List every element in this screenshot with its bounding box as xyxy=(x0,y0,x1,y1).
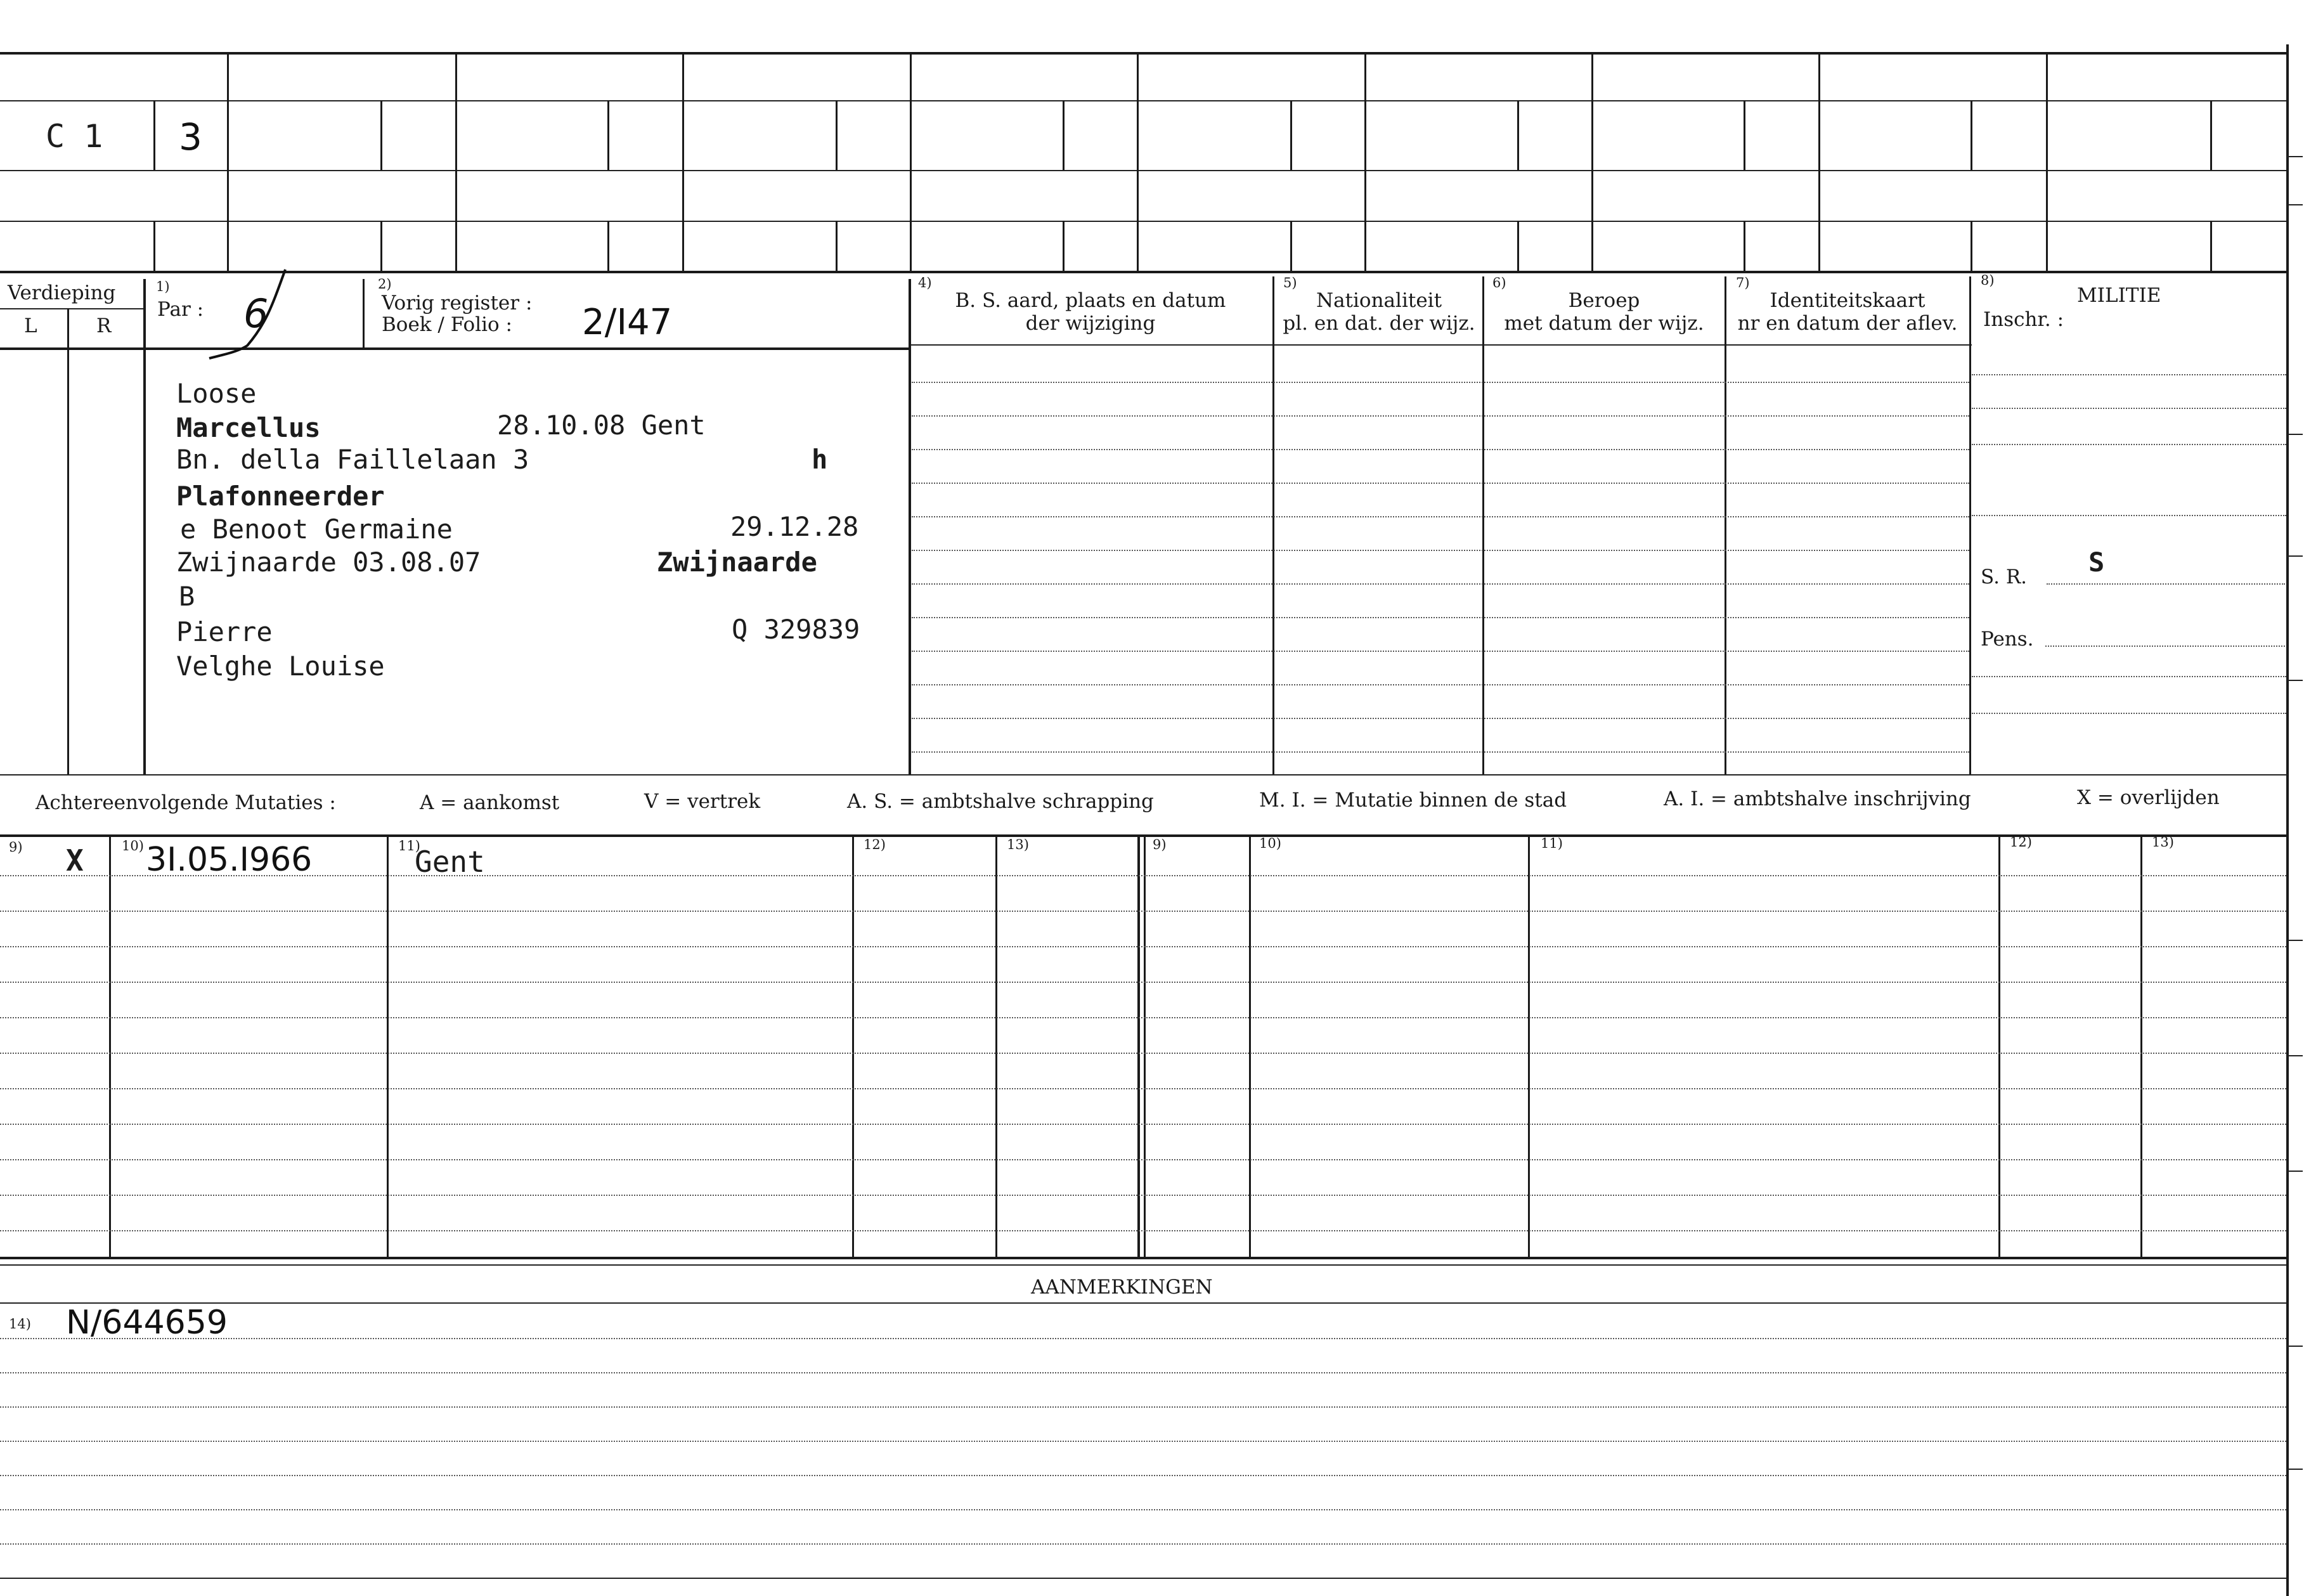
col-verdieping-right xyxy=(143,279,146,774)
grid-subcol xyxy=(607,221,609,271)
grid-row-line xyxy=(0,221,2288,222)
ruled-line xyxy=(0,1124,2286,1125)
col-par-right xyxy=(363,279,365,347)
nat-label-1: Nationaliteit xyxy=(1316,289,1442,312)
col-divider xyxy=(852,836,854,1257)
ruled-line xyxy=(0,946,2286,947)
col-13-num: 13) xyxy=(1007,837,1029,852)
vorig-label-2: Boek / Folio : xyxy=(382,313,512,336)
person-birth: 28.10.08 Gent xyxy=(497,410,706,441)
ruled-line xyxy=(912,684,1969,685)
ruled-line xyxy=(0,875,2286,876)
col-divider xyxy=(995,836,997,1257)
col-10b-num: 10) xyxy=(1259,836,1281,851)
person-marriage-date: 29.12.28 xyxy=(730,511,859,542)
person-spouse-birth: Zwijnaarde 03.08.07 xyxy=(176,547,481,578)
militie-pens-label: Pens. xyxy=(1981,628,2034,651)
tick xyxy=(2288,555,2303,557)
ruled-line xyxy=(912,516,1969,517)
ruled-line xyxy=(0,982,2286,983)
grid-subcol xyxy=(836,100,838,170)
col-9-num: 9) xyxy=(9,840,23,855)
col-divider xyxy=(387,836,389,1257)
person-mother: Velghe Louise xyxy=(176,651,385,682)
mutatie-date: 3I.05.I966 xyxy=(146,841,313,879)
person-number: Q 329839 xyxy=(732,614,860,645)
person-address: Bn. della Faillelaan 3 xyxy=(176,444,529,475)
militie-line xyxy=(1972,515,2286,516)
ruled-line xyxy=(912,483,1969,484)
verdieping-label: Verdieping xyxy=(8,282,116,304)
grid-subcol xyxy=(380,221,382,271)
col-11-num: 11) xyxy=(398,838,420,853)
tick xyxy=(2288,1346,2303,1347)
ruled-line xyxy=(0,1088,2286,1089)
legend-ambtshalve-schrapping: A. S. = ambtshalve schrapping xyxy=(847,790,1154,813)
legend-vertrek: V = vertrek xyxy=(644,790,761,813)
pens-dotted-line xyxy=(2045,646,2285,647)
grid-subcol xyxy=(1744,221,1745,271)
militie-line xyxy=(1972,444,2286,445)
ruled-line xyxy=(0,1543,2286,1545)
top-border xyxy=(0,52,2288,55)
grid-row-line xyxy=(0,170,2288,171)
grid-cell-c1: C 1 xyxy=(46,118,103,155)
aanmerkingen-title-line xyxy=(0,1302,2286,1304)
tick xyxy=(2288,680,2303,681)
col-group-divider xyxy=(1144,836,1146,1257)
col-bs-right xyxy=(1272,276,1274,774)
militie-line xyxy=(1972,374,2286,375)
ruled-line xyxy=(0,1195,2286,1196)
aanmerkingen-top-line xyxy=(0,1264,2286,1266)
col-13b-num: 13) xyxy=(2152,834,2174,850)
grid-subcol xyxy=(153,221,155,271)
grid-col xyxy=(910,52,912,271)
grid-subcol xyxy=(1290,221,1292,271)
militie-line xyxy=(1972,408,2286,409)
beroep-label-1: Beroep xyxy=(1568,289,1640,312)
ruled-line xyxy=(0,1475,2286,1476)
mutatie-type: X xyxy=(66,843,84,878)
ruled-line xyxy=(0,1159,2286,1160)
mutaties-title: Achtereenvolgende Mutaties : xyxy=(36,791,336,814)
mutaties-table-bottom xyxy=(0,1257,2288,1259)
ruled-line xyxy=(912,617,1969,618)
verdieping-r: R xyxy=(96,315,112,337)
person-occupation: Plafonneerder xyxy=(176,481,385,512)
person-father: Pierre xyxy=(176,616,273,647)
person-address-mark: h xyxy=(812,444,828,475)
col-divider xyxy=(1528,836,1530,1257)
verdieping-divider xyxy=(0,308,143,309)
grid-row-line xyxy=(0,100,2288,101)
col-beroep-right xyxy=(1725,276,1726,774)
grid-col xyxy=(1591,52,1593,271)
militie-num: 8) xyxy=(1981,273,1995,288)
col-id-right xyxy=(1969,276,1971,774)
tick xyxy=(2288,434,2303,435)
grid-col xyxy=(682,52,684,271)
bs-label-2: der wijziging xyxy=(1025,312,1156,335)
ruled-line xyxy=(912,449,1969,450)
col-divider xyxy=(1249,836,1251,1257)
tick xyxy=(2288,204,2303,205)
person-spouse-birthplace: Zwijnaarde xyxy=(657,547,817,578)
bs-num: 4) xyxy=(918,275,932,290)
grid-subcol xyxy=(1517,221,1519,271)
ruled-line xyxy=(0,1017,2286,1018)
ruled-line xyxy=(912,651,1969,652)
grid-subcol xyxy=(2210,100,2212,170)
ruled-line xyxy=(0,1338,2286,1339)
col-10-num: 10) xyxy=(122,838,144,853)
grid-col xyxy=(227,52,229,271)
tick xyxy=(2288,1171,2303,1172)
col-l-r-divider xyxy=(67,308,69,774)
ruled-line xyxy=(0,1372,2286,1373)
grid-subcol xyxy=(380,100,382,170)
grid-col xyxy=(1137,52,1139,271)
header-bottom-line-mid xyxy=(910,344,1972,346)
col-divider xyxy=(2140,836,2142,1257)
col-divider xyxy=(1998,836,2000,1257)
beroep-num: 6) xyxy=(1492,275,1506,290)
col-11b-num: 11) xyxy=(1541,836,1563,851)
grid-subcol xyxy=(1063,221,1065,271)
aanmerkingen-num: 14) xyxy=(9,1316,31,1332)
col-12b-num: 12) xyxy=(2010,834,2032,850)
ruled-line xyxy=(0,1509,2286,1510)
ruled-line xyxy=(0,1578,2286,1579)
tick xyxy=(2288,1055,2303,1056)
legend-ambtshalve-inschrijving: A. I. = ambtshalve inschrijving xyxy=(1664,788,1971,810)
grid-col xyxy=(1364,52,1366,271)
bs-label-1: B. S. aard, plaats en datum xyxy=(955,289,1226,312)
person-surname: Loose xyxy=(176,378,257,409)
verdieping-l: L xyxy=(24,315,37,337)
par-value: 6 xyxy=(243,290,269,337)
col-left-block-right xyxy=(909,279,911,774)
id-label-2: nr en datum der aflev. xyxy=(1737,312,1958,335)
aanmerkingen-value: N/644659 xyxy=(66,1304,228,1342)
militie-inschr: Inschr. : xyxy=(1983,308,2064,331)
nat-num: 5) xyxy=(1283,275,1297,290)
col-9b-num: 9) xyxy=(1153,837,1167,852)
nat-label-2: pl. en dat. der wijz. xyxy=(1283,312,1475,335)
tick xyxy=(2288,1469,2303,1470)
id-num: 7) xyxy=(1736,275,1750,290)
mutaties-top-line xyxy=(0,774,2288,775)
legend-aankomst: A = aankomst xyxy=(420,791,560,814)
col-12-num: 12) xyxy=(864,837,886,852)
right-border xyxy=(2286,44,2289,1596)
ruled-line xyxy=(0,1406,2286,1408)
militie-line xyxy=(1972,676,2286,677)
vorig-value: 2/I47 xyxy=(582,302,673,343)
legend-overlijden: X = overlijden xyxy=(2077,786,2220,809)
ruled-line xyxy=(0,911,2286,912)
grid-subcol xyxy=(1971,100,1972,170)
person-first-name: Marcellus xyxy=(176,412,321,443)
ruled-line xyxy=(912,583,1969,585)
id-label-1: Identiteitskaart xyxy=(1770,289,1925,312)
sr-dotted-line xyxy=(2047,583,2285,585)
person-spouse: e Benoot Germaine xyxy=(180,514,453,545)
grid-subcol xyxy=(1063,100,1065,170)
person-code: B xyxy=(179,581,195,612)
militie-sr-value: S xyxy=(2088,547,2105,578)
grid-subcol xyxy=(1290,100,1292,170)
ruled-line xyxy=(0,1441,2286,1442)
vorig-num: 2) xyxy=(378,276,392,292)
vorig-label-1: Vorig register : xyxy=(382,292,533,315)
tick xyxy=(2288,940,2303,941)
ruled-line xyxy=(0,1230,2286,1231)
header-top-line xyxy=(0,271,2288,273)
grid-subcol xyxy=(1744,100,1745,170)
militie-line xyxy=(1972,713,2286,714)
col-divider xyxy=(109,836,111,1257)
ruled-line xyxy=(912,751,1969,753)
mutatie-place: Gent xyxy=(415,845,485,879)
ruled-line xyxy=(0,1053,2286,1054)
grid-subcol xyxy=(1971,221,1972,271)
grid-subcol xyxy=(153,100,155,170)
grid-subcol xyxy=(1517,100,1519,170)
militie-title: MILITIE xyxy=(2077,284,2161,307)
ruled-line xyxy=(912,718,1969,719)
grid-subcol xyxy=(836,221,838,271)
legend-mutatie-binnen-stad: M. I. = Mutatie binnen de stad xyxy=(1259,789,1567,812)
aanmerkingen-title: AANMERKINGEN xyxy=(1031,1276,1213,1299)
col-group-divider xyxy=(1137,836,1140,1257)
beroep-label-2: met datum der wijz. xyxy=(1504,312,1704,335)
grid-col xyxy=(455,52,457,271)
militie-sr-label: S. R. xyxy=(1981,566,2028,588)
grid-cell-3: 3 xyxy=(179,115,202,159)
ruled-line xyxy=(912,550,1969,551)
par-handwritten-stroke xyxy=(203,266,298,361)
par-num: 1) xyxy=(156,279,170,294)
ruled-line xyxy=(912,415,1969,417)
header-bottom-line-left xyxy=(0,347,910,350)
grid-col xyxy=(2046,52,2048,271)
grid-subcol xyxy=(607,100,609,170)
par-label: Par : xyxy=(157,298,204,321)
grid-subcol xyxy=(2210,221,2212,271)
ruled-line xyxy=(912,382,1969,383)
tick xyxy=(2288,156,2303,157)
col-nat-right xyxy=(1482,276,1484,774)
grid-col xyxy=(1818,52,1820,271)
